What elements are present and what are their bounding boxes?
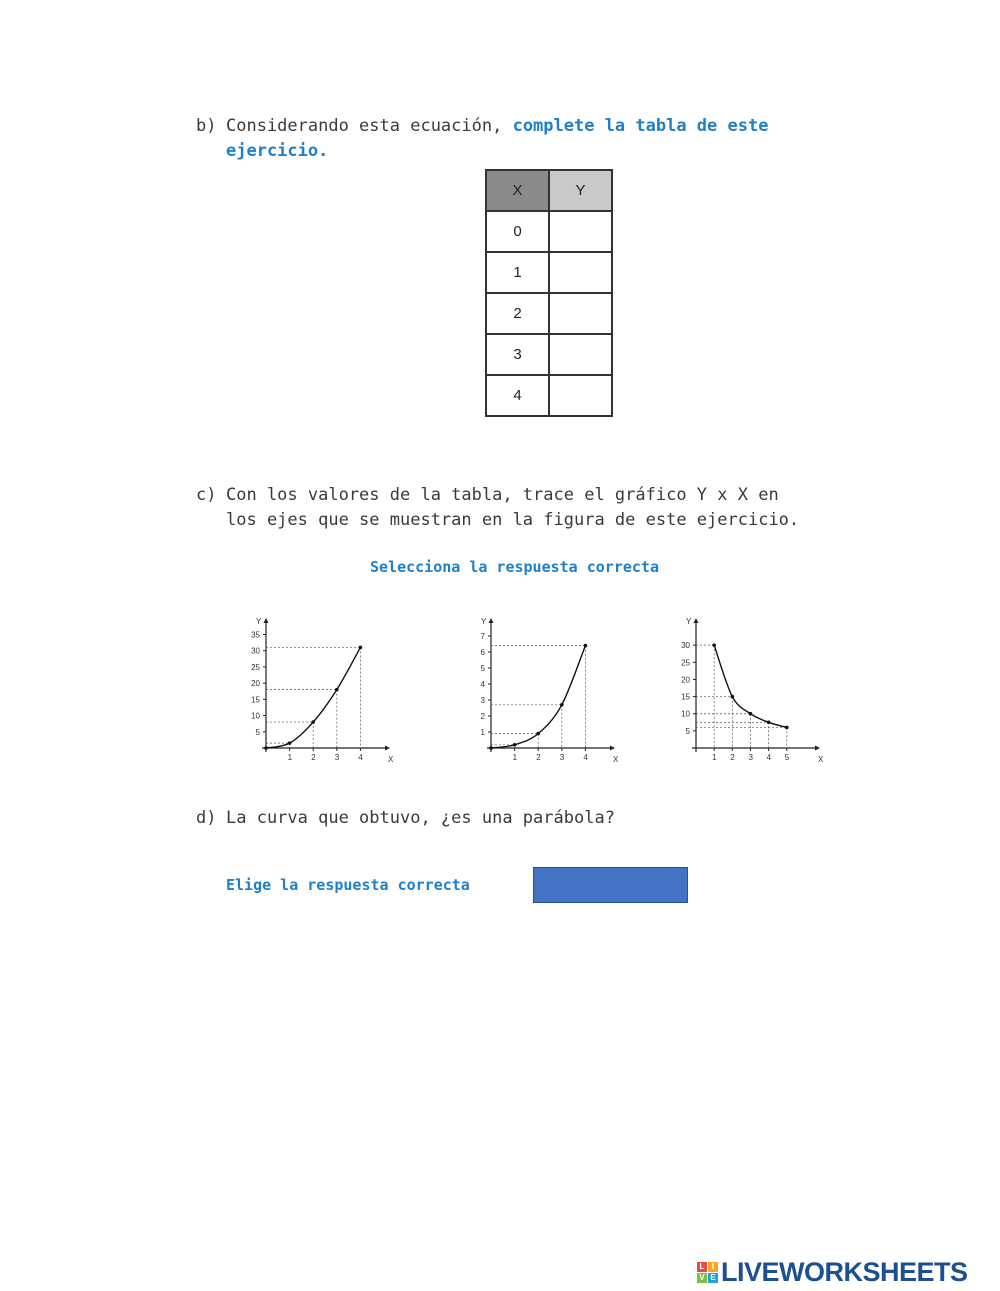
logo-mark-letter: V <box>697 1273 707 1283</box>
y-axis-arrow-icon <box>264 618 269 623</box>
data-point <box>288 741 292 745</box>
x-axis-label: X <box>613 755 619 764</box>
y-tick-label: 30 <box>251 646 260 656</box>
y-tick-label: 15 <box>681 692 690 702</box>
x-tick-label: 3 <box>748 753 753 762</box>
chart-1-svg[interactable] <box>240 618 400 770</box>
x-tick-label: 1 <box>287 753 293 762</box>
y-input-3[interactable] <box>551 337 611 373</box>
x-tick-label: 4 <box>358 753 363 762</box>
logo-mark-letter: L <box>697 1262 707 1272</box>
question-d-text: La curva que obtuvo, ¿es una parábola? <box>226 808 615 828</box>
question-c-text <box>226 483 799 533</box>
data-point <box>731 695 735 699</box>
y-axis-label: Y <box>481 618 487 626</box>
y-input-1[interactable] <box>551 255 611 291</box>
x-axis-arrow-icon <box>815 746 820 751</box>
y-input-2[interactable] <box>551 296 611 332</box>
x-axis-arrow-icon <box>385 746 390 751</box>
table-cell-y-input[interactable] <box>549 334 612 375</box>
x-axis-arrow-icon <box>610 746 615 751</box>
table-row <box>486 293 612 334</box>
y-input-0[interactable] <box>551 214 611 250</box>
question-b-plain: Considerando esta ecuación, <box>226 116 513 136</box>
xy-table <box>485 169 613 417</box>
y-tick-label: 5 <box>480 664 485 673</box>
table-header-y: Y <box>549 170 612 211</box>
y-tick-label: 5 <box>255 727 260 737</box>
data-point <box>767 720 771 724</box>
data-point <box>311 720 315 724</box>
y-tick-label: 5 <box>685 726 690 736</box>
data-point <box>513 743 517 747</box>
question-c-letter: c) <box>196 485 217 505</box>
table-cell-x: 3 <box>486 334 549 375</box>
x-tick-label: 1 <box>512 753 518 762</box>
question-b-highlight-2: ejercicio. <box>226 141 329 161</box>
table-row <box>486 252 612 293</box>
table-cell-y-input[interactable] <box>549 293 612 334</box>
data-point <box>749 712 753 716</box>
y-tick-label: 10 <box>251 711 260 721</box>
y-tick-label: 35 <box>251 630 260 640</box>
question-b-text <box>226 114 768 164</box>
table-cell-y-input[interactable] <box>549 375 612 416</box>
chart-option-3[interactable] <box>670 618 830 770</box>
x-tick-label: 3 <box>559 753 565 762</box>
x-axis-label: X <box>818 755 824 764</box>
x-tick-label: 1 <box>712 753 717 762</box>
y-tick-label: 1 <box>480 728 485 737</box>
data-point <box>264 746 268 750</box>
data-point <box>712 643 716 647</box>
y-tick-label: 3 <box>480 696 485 705</box>
question-b-letter: b) <box>196 116 217 136</box>
x-tick-label: 2 <box>730 753 735 762</box>
table-row <box>486 211 612 252</box>
data-point <box>560 703 564 707</box>
table-cell-y-input[interactable] <box>549 211 612 252</box>
y-tick-label: 25 <box>681 658 690 668</box>
x-tick-label: 5 <box>784 753 790 762</box>
y-axis-label: Y <box>256 618 262 626</box>
question-d-instruction: Elige la respuesta correcta <box>226 876 470 894</box>
data-point <box>536 732 540 736</box>
table-row <box>486 334 612 375</box>
logo-mark-letter: E <box>708 1273 718 1283</box>
logo-mark-icon <box>697 1262 718 1283</box>
liveworksheets-logo <box>697 1257 968 1287</box>
table-cell-y-input[interactable] <box>549 252 612 293</box>
x-tick-label: 4 <box>583 753 588 762</box>
y-tick-label: 30 <box>681 641 690 651</box>
question-b-highlight-1: complete la tabla de este <box>512 116 769 136</box>
question-c <box>196 483 896 535</box>
question-c-line-1: Con los valores de la tabla, trace el gráfico Y x X en <box>226 485 779 505</box>
x-axis-label: X <box>388 755 394 764</box>
x-tick-label: 2 <box>536 753 541 762</box>
series-line <box>266 647 360 748</box>
answer-dropdown[interactable] <box>533 867 688 903</box>
x-tick-label: 3 <box>334 753 340 762</box>
y-axis-label: Y <box>686 618 692 626</box>
y-tick-label: 6 <box>480 648 485 657</box>
question-c-line-2: los ejes que se muestran en la figura de este ejercicio. <box>226 510 800 530</box>
data-point <box>584 644 588 648</box>
y-axis-arrow-icon <box>489 618 494 623</box>
chart-3-svg[interactable] <box>670 618 830 770</box>
y-tick-label: 10 <box>681 709 690 719</box>
question-d <box>196 806 896 832</box>
logo-mark-letter: I <box>708 1262 718 1272</box>
y-tick-label: 2 <box>480 712 485 721</box>
question-b <box>196 114 896 166</box>
y-tick-label: 7 <box>480 632 485 641</box>
table-cell-x: 0 <box>486 211 549 252</box>
y-tick-label: 15 <box>251 695 260 705</box>
data-point <box>785 726 789 730</box>
x-tick-label: 4 <box>766 753 772 762</box>
data-point <box>489 746 493 750</box>
data-point <box>359 646 363 650</box>
question-d-letter: d) <box>196 808 217 828</box>
table-header-x: X <box>486 170 549 211</box>
data-point <box>335 688 339 692</box>
y-input-4[interactable] <box>551 378 611 414</box>
y-tick-label: 20 <box>251 679 260 689</box>
y-tick-label: 20 <box>681 675 690 685</box>
table-cell-x: 4 <box>486 375 549 416</box>
table-row <box>486 375 612 416</box>
y-axis-arrow-icon <box>694 618 699 623</box>
question-c-instruction: Selecciona la respuesta correcta <box>370 558 659 576</box>
table-cell-x: 2 <box>486 293 549 334</box>
table-cell-x: 1 <box>486 252 549 293</box>
x-tick-label: 2 <box>311 753 316 762</box>
chart-2-svg[interactable] <box>465 618 625 770</box>
chart-option-1[interactable] <box>240 618 400 770</box>
y-tick-label: 25 <box>251 662 260 672</box>
chart-option-2[interactable] <box>465 618 625 770</box>
logo-text: LIVEWORKSHEETS <box>721 1256 968 1287</box>
y-tick-label: 4 <box>480 680 485 689</box>
